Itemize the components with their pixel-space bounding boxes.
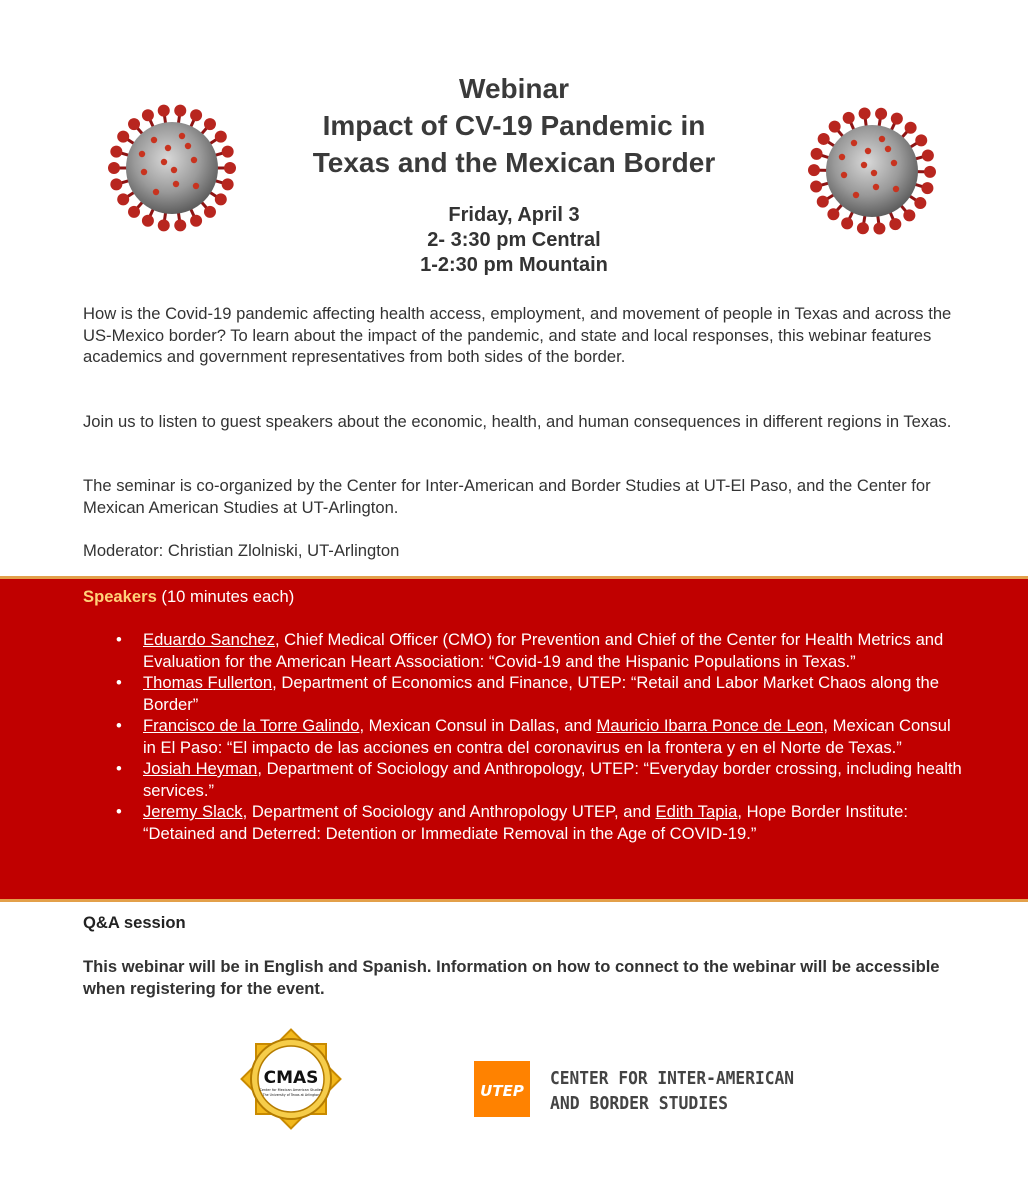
cmas-logo: [232, 1020, 350, 1138]
organizers-paragraph: The seminar is co-organized by the Center for Inter-American and Border Studies at UT-El Paso, and the Center for Mexican American Studies at UT-Arlington.: [83, 476, 931, 517]
time-central: 2- 3:30 pm Central: [427, 229, 601, 251]
speakers-list: [143, 629, 963, 844]
surface-dot: [173, 181, 179, 187]
speaker-name-link[interactable]: Jeremy Slack: [143, 802, 243, 821]
speaker-name-link[interactable]: Josiah Heyman: [143, 759, 258, 778]
speaker-item: [143, 672, 963, 715]
speaker-name-link[interactable]: Thomas Fullerton: [143, 673, 273, 692]
title-line: Texas and the Mexican Border: [312, 147, 716, 178]
date-line: Friday, April 3: [448, 204, 580, 226]
language-note: This webinar will be in English and Spanish. Information on how to connect to the webinar will be accessible when registering for the event.: [83, 957, 940, 998]
surface-dot: [153, 189, 159, 195]
speaker-item: [143, 629, 963, 672]
speaker-name-link[interactable]: Edith Tapia: [655, 802, 738, 821]
time-mountain: 1-2:30 pm Mountain: [420, 254, 608, 276]
utep-line2: AND BORDER STUDIES: [550, 1093, 728, 1114]
speaker-description: , Department of Economics and Finance, UTEP: “Retail and Labor Market Chaos along the Border”: [143, 673, 939, 714]
utep-cibs-logo: [474, 1061, 794, 1117]
speaker-description: , Department of Sociology and Anthropology UTEP, and: [242, 802, 656, 821]
speakers-label: Speakers: [83, 587, 157, 606]
moderator-line: Moderator: Christian Zlolniski, UT-Arlington: [83, 541, 400, 560]
cmas-wordmark: CMAS: [263, 1068, 319, 1088]
speakers-duration: (10 minutes each): [156, 587, 295, 606]
qa-session-label: Q&A session: [83, 913, 186, 932]
cmas-university: The University of Texas at Arlington: [262, 1093, 320, 1097]
cmas-subtitle: Center for Mexican American Studies: [259, 1088, 323, 1092]
spike-tip: [810, 181, 822, 193]
speaker-description: Mexican Consul in El Paso: “El impacto de las acciones en contra del coronavirus en la frontera y en el Norte de Texas.”: [143, 716, 951, 757]
speaker-name-link[interactable]: Francisco de la Torre Galindo: [143, 716, 360, 735]
invite-paragraph: Join us to listen to guest speakers about the economic, health, and human consequences in different regions in Texas.: [83, 412, 952, 431]
speaker-description: , Hope Border Institute: “Detained and Deterred: Detention or Immediate Removal in the Age of COVID-19.”: [143, 802, 908, 843]
intro-paragraph: How is the Covid-19 pandemic affecting health access, employment, and movement of people in Texas and across the US-Mexico border? To learn about the impact of the pandemic, and state and local responses, this webinar features academics and government representatives from both sides of the border.: [83, 304, 952, 366]
surface-dot: [893, 186, 899, 192]
speaker-item: [143, 758, 963, 801]
speaker-description: , Department of Sociology and Anthropology, UTEP: “Everyday border crossing, including health services.”: [143, 759, 962, 800]
webinar-title: [0, 70, 1028, 181]
speakers-heading: [83, 587, 294, 607]
utep-line1: CENTER FOR INTER-AMERICAN: [550, 1068, 794, 1089]
title-line: Impact of CV-19 Pandemic in: [322, 110, 706, 141]
speaker-description: , Chief Medical Officer (CMO) for Prevention and Chief of the Center for Health Metrics and Evaluation for the American Heart Association: “Covid-19 and the Hispanic Populations in Texas.”: [143, 630, 944, 671]
speaker-name-link[interactable]: Eduardo Sanchez: [143, 630, 275, 649]
utep-mark: UTEP: [480, 1082, 524, 1100]
speakers-banner: [0, 576, 1028, 902]
surface-dot: [873, 184, 879, 190]
spike-tip: [921, 182, 933, 194]
speaker-description: , Mexican Consul in Dallas, and: [359, 716, 597, 735]
speaker-name-link[interactable]: Mauricio Ibarra Ponce de Leon,: [596, 716, 829, 735]
event-datetime: [0, 203, 1028, 278]
speaker-item: [143, 801, 963, 844]
surface-dot: [193, 183, 199, 189]
surface-dot: [853, 192, 859, 198]
speaker-item: [143, 715, 963, 758]
title-line: Webinar: [459, 73, 569, 104]
